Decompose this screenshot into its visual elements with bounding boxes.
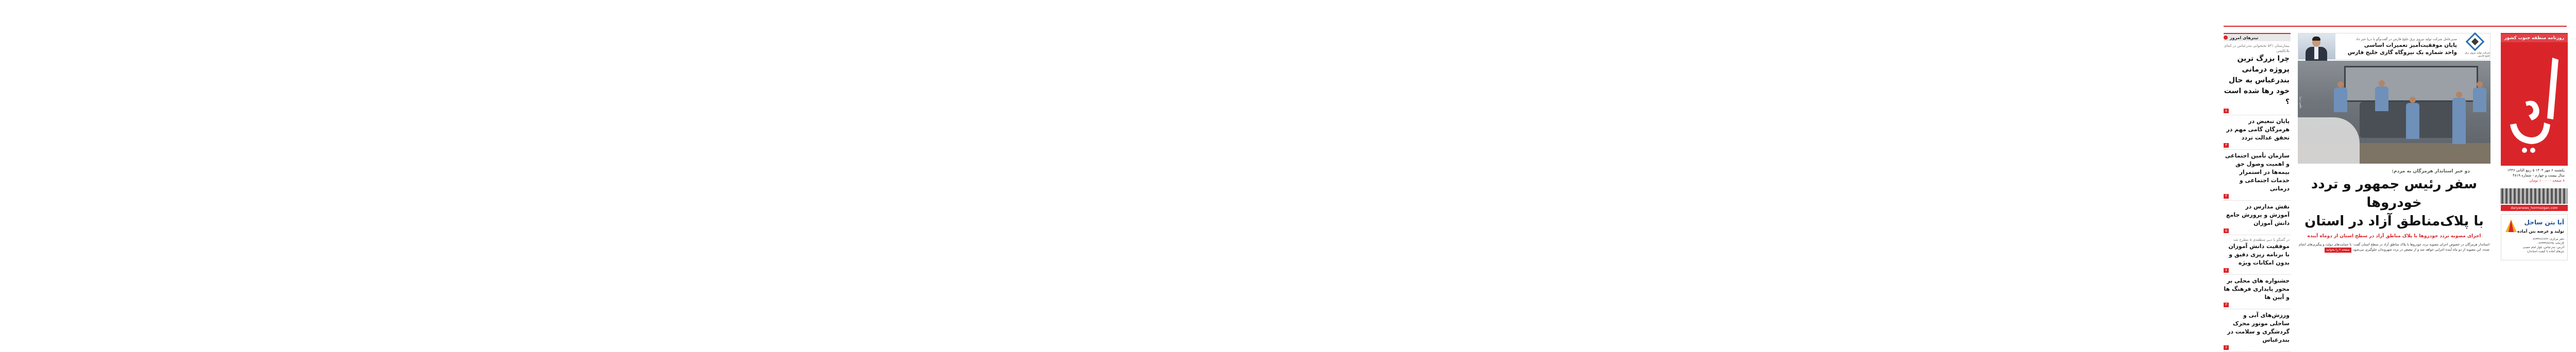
- page-badge: ۶: [2224, 345, 2229, 350]
- issue-number: سال بیست و چهارم - شماره ۴۸۱۹: [2512, 173, 2565, 178]
- story-lede: [2298, 240, 2490, 253]
- story-kicker: دو خبر استاندار هرمزگان به مردم:: [2392, 169, 2470, 174]
- photo-credit: عکس: دریا: [2299, 97, 2302, 109]
- bullet-icon: [2224, 36, 2228, 40]
- main-headline-line1: سفر رئیس جمهور و تردد خودروها: [2311, 177, 2478, 210]
- advertorial-title-1: پایان موفقیت‌آمیز تعمیرات اساسی: [2364, 42, 2457, 48]
- ad-title: آبا بتن ساحل: [2524, 219, 2564, 226]
- advertorial-kicker: مدیرعامل شرکت تولید نیروی برق خلیج فارس در گفت‌وگو با دریا خبر داد: [2355, 37, 2457, 41]
- portrait-photo: [2298, 33, 2335, 59]
- ad-line: دفتر مرکزی: ۰۷۶۳۳۶۶۶۶۲۲: [2531, 238, 2564, 241]
- ad-line: بتن‌های آماده با کیفیت استاندارد: [2527, 250, 2564, 253]
- top-advertorial[interactable]: [2298, 33, 2490, 60]
- advertorial-text: [2335, 37, 2460, 56]
- item-kicker: در گفتگو با دبیر منطقه‌ی ۵ مطرح شد: [2233, 238, 2290, 242]
- masthead-tagline: روزنامه منطقه جنوب کشور: [2501, 34, 2568, 42]
- bottom-advertisement[interactable]: [2501, 214, 2568, 260]
- sidebar-item[interactable]: [2224, 41, 2291, 115]
- page-badge: ۵: [2224, 228, 2229, 233]
- sidebar-item[interactable]: [2224, 150, 2291, 201]
- logo-caption: شرکت تولید نیروی برق خلیج فارس: [2465, 51, 2490, 58]
- page-badge: ۷: [2224, 268, 2229, 273]
- website-link[interactable]: daryanews_hormozgan.com: [2501, 205, 2568, 211]
- story-subhead: اجرای مصوبه تردد خودروها با پلاک مناطق آزاد در سطح استان از دوماه آینده: [2307, 234, 2481, 239]
- page-badge: ۳: [2224, 143, 2229, 148]
- page-badge: ۴: [2224, 194, 2229, 199]
- item-kicker: بیمارستان ۵۳۱ تختخوابی بندرعباس در کمای بلاتکلیفی: [2224, 44, 2290, 53]
- masthead-logo: [2501, 42, 2568, 164]
- item-headline: جشنواره های محلی بر محور پایداری فرهنگ ها و آیین ها: [2224, 277, 2290, 301]
- page-top-rule: [2214, 0, 2576, 21]
- sidebar-item[interactable]: [2224, 235, 2291, 275]
- sidebar-item[interactable]: [2224, 201, 2291, 235]
- item-headline: چرا بزرگ ترین پروژه درمانی بندرعباس به حال خود رها شده است ؟: [2224, 55, 2290, 106]
- sidebar-item[interactable]: [2224, 115, 2291, 150]
- sidebar-title: تیترهای امروز: [2230, 35, 2259, 40]
- ad-line: آدرس: بندرعباس، بلوار امام خمینی: [2522, 246, 2564, 249]
- item-headline: موفقیت دانش آموزان با برنامه ریزی دقیق و بدون امکانات ویژه: [2228, 243, 2290, 266]
- diamond-logo-icon: [2466, 32, 2485, 51]
- item-headline: نقش مدارس در آموزش و پرورش جامع دانش آموزان: [2226, 203, 2290, 226]
- center-column: [2298, 33, 2490, 259]
- item-headline: پایان تبعیض در هرمزگان گامی مهم در تحقق عدالت تردد: [2226, 118, 2290, 141]
- ad-tagline: تولید و عرضه بتن آماده: [2517, 229, 2564, 234]
- advertorial-title-2: واحد شماره یک نیروگاه گازی خلیج فارس: [2347, 49, 2457, 56]
- ad-line: کارخانه: ۰۷۶۳۳۴۷۷۶۲۵: [2537, 242, 2564, 245]
- sidebar-headlines: [2224, 33, 2291, 349]
- lede-text: استاندار هرمزگان در خصوص اجرای مصوبه تردد خودروها با پلاک مناطق آزاد در سطح استان گفت: با حمایت‌های دولت و پیگیری‌های انجام شده، این مصوبه از دو ماه آینده اجرایی خواهد شد و از تبعیض در تردد شهروندان جلوگیری می‌شود.: [2299, 242, 2489, 252]
- item-headline: سازمان تأمین اجتماعی و اهمیت وصول حق بیمه‌ها در استمرار خدمات اجتماعی و درمانی: [2225, 152, 2290, 192]
- issue-date: یکشنبه ۶ مهر ۱۴۰۳ ۵ ربیع الثانی ۱۴۴۶: [2507, 168, 2565, 172]
- masthead: [2501, 33, 2568, 187]
- page-badge: ۳: [2224, 303, 2229, 307]
- ad-details: [2504, 237, 2564, 254]
- main-headline-line2: با پلاک‌مناطق آزاد در استان: [2304, 214, 2484, 229]
- page-badge: ۸: [2224, 109, 2229, 113]
- sidebar-item[interactable]: [2224, 309, 2291, 352]
- darya-logo-icon: [2505, 52, 2564, 155]
- issue-price: ۸ صفحه - ۱۰۰۰۰ تومان: [2529, 179, 2565, 183]
- sidebar-item[interactable]: [2224, 275, 2291, 309]
- issue-info: [2501, 166, 2568, 188]
- cone-logo-icon: [2504, 219, 2518, 233]
- item-headline: ورزش‌های آبی و ساحلی موتور محرک گردشگری و سلامت در بندرعباس: [2227, 312, 2290, 343]
- lead-photo[interactable]: [2298, 61, 2490, 164]
- barcode: [2501, 188, 2568, 204]
- sidebar-header: [2224, 33, 2291, 41]
- main-story[interactable]: [2298, 168, 2490, 253]
- continue-link[interactable]: صفحه ۲ را بخوانید: [2325, 248, 2351, 253]
- company-logo: [2460, 33, 2490, 59]
